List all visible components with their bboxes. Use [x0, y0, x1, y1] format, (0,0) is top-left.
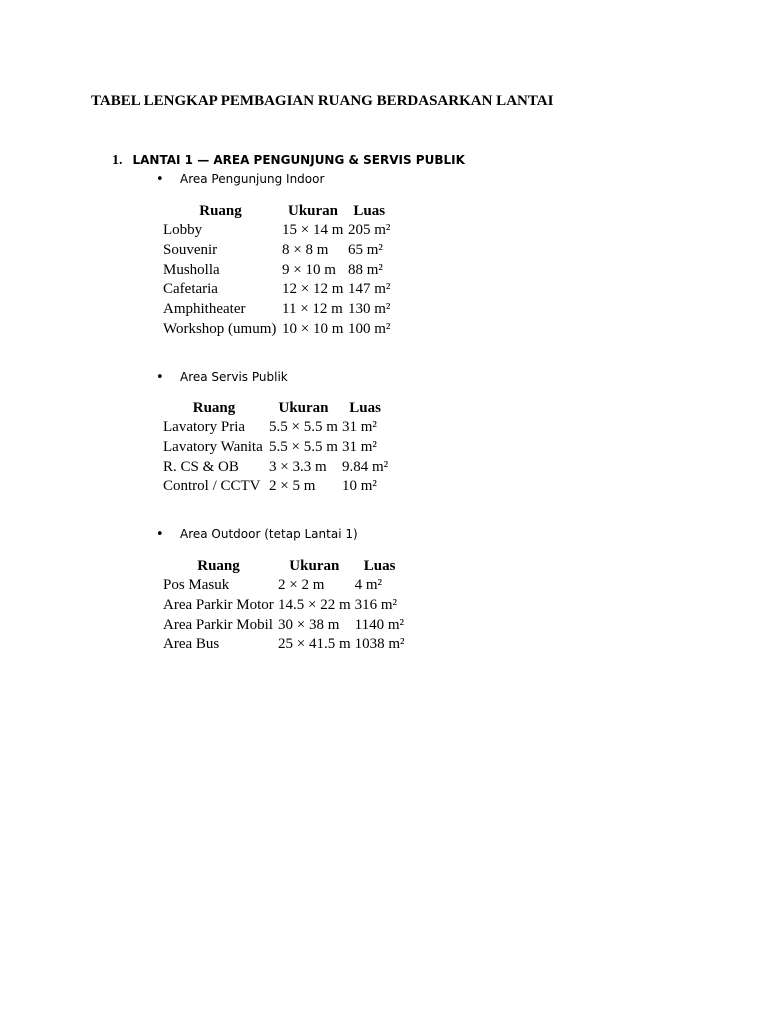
table-row	[161, 457, 390, 477]
table-row	[161, 319, 392, 339]
bullet-icon: •	[156, 370, 164, 385]
cell-luas: 147 m²	[348, 281, 391, 298]
room-table-outdoor	[161, 556, 407, 655]
cell-ruang: Lavatory Pria	[163, 419, 246, 436]
cell-luas: 1038 m²	[354, 636, 405, 653]
table-row	[161, 241, 392, 261]
cell-ukuran: 2 × 2 m	[278, 577, 325, 594]
cell-ukuran: 8 × 8 m	[282, 242, 329, 259]
cell-ruang: Pos Masuk	[163, 577, 230, 594]
cell-ruang: Amphitheater	[163, 301, 246, 318]
bullet-label: Area Outdoor (tetap Lantai 1)	[180, 527, 358, 541]
section-heading	[112, 153, 465, 169]
column-header-ukuran: Ukuran	[278, 399, 329, 416]
cell-ukuran: 9 × 10 m	[282, 261, 336, 278]
table-row	[161, 576, 407, 596]
room-table-servis-publik	[161, 398, 390, 497]
cell-luas: 205 m²	[348, 222, 391, 239]
table-row	[161, 596, 407, 616]
cell-ruang: Cafetaria	[163, 281, 218, 298]
column-header-luas: Luas	[353, 202, 386, 219]
cell-ruang: Area Parkir Mobil	[163, 616, 273, 633]
table-row	[161, 438, 390, 458]
column-header-ruang: Ruang	[192, 399, 236, 416]
cell-ruang: R. CS & OB	[163, 458, 239, 475]
cell-luas: 100 m²	[348, 320, 391, 337]
cell-ruang: Control / CCTV	[163, 478, 261, 495]
table-row	[161, 280, 392, 300]
cell-ruang: Lavatory Wanita	[163, 439, 263, 456]
table-row	[161, 418, 390, 438]
bullet-icon: •	[156, 527, 164, 542]
cell-ukuran: 15 × 14 m	[282, 222, 344, 239]
bullet-icon: •	[156, 172, 164, 187]
cell-ukuran: 10 × 10 m	[282, 320, 344, 337]
cell-ruang: Musholla	[163, 261, 220, 278]
column-header-luas: Luas	[363, 557, 396, 574]
cell-luas: 31 m²	[342, 439, 377, 456]
column-header-ruang: Ruang	[197, 557, 240, 574]
cell-luas: 130 m²	[348, 301, 391, 318]
bullet-label: Area Pengunjung Indoor	[180, 172, 325, 186]
cell-luas: 316 m²	[354, 597, 398, 614]
table-row	[161, 477, 390, 497]
room-table-pengunjung-indoor	[161, 201, 392, 339]
table-row	[161, 615, 407, 635]
column-header-ukuran: Ukuran	[287, 202, 339, 219]
column-header-ukuran: Ukuran	[289, 557, 340, 574]
document-title: TABEL LENGKAP PEMBAGIAN RUANG BERDASARKAN LANTAI	[91, 93, 554, 109]
bullet-item-area-outdoor	[156, 527, 358, 542]
section-heading-text: LANTAI 1 — AREA PENGUNJUNG & SERVIS PUBLIK	[132, 153, 465, 167]
cell-ruang: Area Parkir Motor	[163, 597, 274, 614]
cell-luas: 31 m²	[342, 419, 377, 436]
table-row	[161, 221, 392, 241]
cell-luas: 88 m²	[348, 261, 383, 278]
cell-ruang: Area Bus	[163, 636, 220, 653]
bullet-label: Area Servis Publik	[180, 370, 288, 384]
cell-luas: 1140 m²	[354, 616, 404, 633]
table-header-row	[161, 201, 392, 221]
cell-luas: 4 m²	[354, 577, 383, 594]
cell-ruang: Souvenir	[163, 242, 218, 259]
cell-ukuran: 12 × 12 m	[282, 281, 344, 298]
section-number: 1.	[112, 153, 123, 168]
bullet-item-area-servis-publik	[156, 370, 288, 385]
cell-ukuran: 14.5 × 22 m	[278, 597, 351, 614]
table-row	[161, 260, 392, 280]
cell-luas: 9.84 m²	[342, 458, 389, 475]
cell-ukuran: 5.5 × 5.5 m	[269, 439, 338, 456]
cell-luas: 10 m²	[342, 478, 377, 495]
cell-ukuran: 2 × 5 m	[269, 478, 316, 495]
cell-ruang: Lobby	[163, 222, 203, 239]
table-header-row	[161, 398, 390, 418]
cell-ukuran: 3 × 3.3 m	[269, 458, 327, 475]
column-header-luas: Luas	[349, 399, 381, 416]
cell-ukuran: 5.5 × 5.5 m	[269, 419, 338, 436]
cell-luas: 65 m²	[348, 242, 383, 259]
cell-ukuran: 30 × 38 m	[278, 616, 340, 633]
table-row	[161, 300, 392, 320]
column-header-ruang: Ruang	[199, 202, 242, 219]
table-row	[161, 635, 407, 655]
cell-ukuran: 11 × 12 m	[282, 301, 343, 318]
cell-ukuran: 25 × 41.5 m	[278, 636, 351, 653]
cell-ruang: Workshop (umum)	[163, 320, 277, 337]
bullet-item-area-pengunjung-indoor	[156, 172, 324, 187]
table-header-row	[161, 556, 407, 576]
